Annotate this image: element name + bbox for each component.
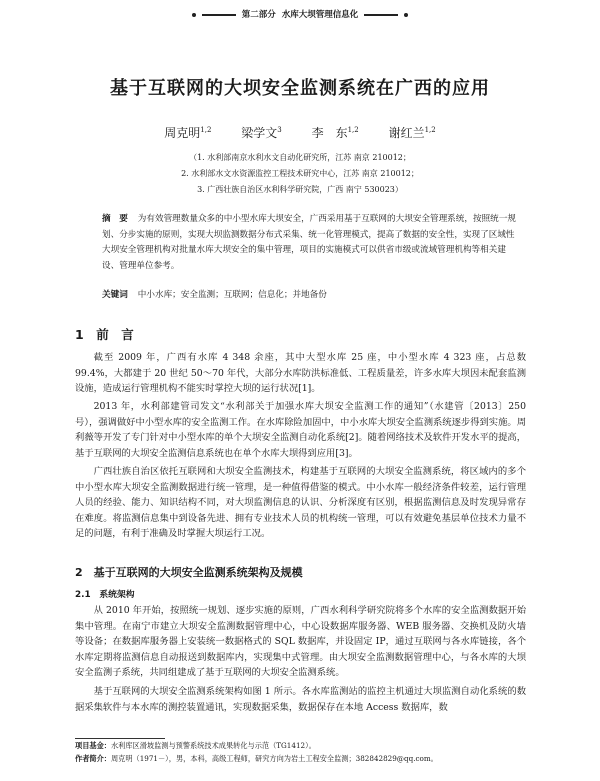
keywords-label: 关键词 [102,290,128,300]
body-paragraph: 从 2010 年开始，按照统一规划、逐步实施的原则，广西水利科学研究院将多个水库的安全监测数据开始集中管理。在南宁市建立大坝安全监测数据管理中心，中心设数据库服务器、WEB 服务器、交换机及防火墙等设备；在数据库服务器上安装统一数据格式的 SQL 数据库，并设固定 IP，通过互联网与各水库链接，各个水库定期将监测信息自动报送到数据库内，实现集中式管理。由大坝安全监测数据管理中心，与各水库的大坝安全监测子系统，共同组建成了基于互联网的大坝安全监测系统。 [75,605,526,678]
author: 周克明$^{1,2}$ [164,126,212,140]
body-paragraph: 截至 2009 年，广西有水库 4 348 余座，其中大型水库 25 座，中小型水库 4 323 座，占总数 99.4%，大都建于 20 世纪 50～70 年代，大部分水库防洪标准低、工程质量差，许多水库大坝因未配套监测设施，造成运行管理机构不能实时掌控大坝的运行状况[1]。 [75,352,526,394]
abstract-label: 摘 要 [102,214,128,224]
section-heading-1: 1 前 言 [75,327,134,342]
footnote-rule [75,738,165,739]
affiliation: 3. 广西壮族自治区水利科学研究院，广西 南宁 530023） [197,185,403,194]
footnote-author: 作者简介：周克明（1971－），男，本科，高级工程师，研究方向为岩土工程安全监测；382842829@qq.com。 [75,754,438,763]
abstract [102,212,522,274]
bullet-dot-icon [404,13,408,17]
keywords [102,288,522,300]
footnote-project: 项目基金：水利库区滑坡监测与预警系统技术成果转化与示范（TG1412）。 [75,741,316,750]
header-rule-right [364,14,398,16]
affiliation: （1. 水利部南京水利水文自动化研究所，江苏 南京 210012； [189,153,411,162]
bullet-dot-icon [192,13,196,17]
author: 谢红兰$^{1,2}$ [388,126,436,140]
header-rule-left [202,14,236,16]
author-list [0,124,600,141]
body-paragraph: 基于互联网的大坝安全监测系统架构如图 1 所示。各水库监测站的监控主机通过大坝监测自动化系统的数据采集软件与本水库的测控装置通讯，实现数据采集，数据保存在本地 Access 数据库，数 [75,686,526,713]
header-part-label: 第二部分 [241,10,276,20]
header-section-label: 水库大坝管理信息化 [281,10,359,20]
running-header [0,8,600,20]
abstract-text: 为有效管理数量众多的中小型水库大坝安全，广西采用基于互联网的大坝安全管理系统，按照统一规划、分步实施的原则，实现大坝监测数据分布式采集、统一化管理模式，提高了数据的安全性，实现了区域性大坝安全管理机构对批量水库大坝安全的集中管理，项目的实施模式可以供省市级或流域管理机构等相关建设、管理单位参考。 [102,214,516,271]
subsection-heading: 2.1 系统架构 [75,590,135,600]
author: 梁学文$^3$ [241,126,282,140]
body-paragraph: 2013 年，水利部建管司发文“水利部关于加强水库大坝安全监测工作的通知”（水建管〔2013〕250 号），强调做好中小型水库的安全监测工作。在水库除险加固中，中小水库大坝安全监测系统逐步得到实施。周利薇等开发了专门针对中小型水库的单个大坝安全监测自动化系统[2]。随着网络技术及软件开发水平的提高，基于互联网的大坝安全监测信息系统也在单个水库大坝得到应用[3]。 [75,401,526,459]
paper-title: 基于互联网的大坝安全监测系统在广西的应用 [110,78,490,99]
section-heading-2: 2 基于互联网的大坝安全监测系统架构及规模 [75,566,303,579]
affiliation: 2. 水利部水文水资源监控工程技术研究中心，江苏 南京 210012； [181,169,419,178]
keywords-text: 中小水库；安全监测；互联网；信息化；并地备份 [137,290,327,300]
author: 李 东$^{1,2}$ [311,126,359,140]
body-paragraph: 广西壮族自治区依托互联网和大坝安全监测技术，构建基于互联网的大坝安全监测系统，将区域内的多个中小型水库大坝安全监测数据进行统一管理，是一种值得借鉴的模式。中小水库一般经济条件较差，运行管理人员的经验、能力、知识结构不同，对大坝监测信息的认识、分析深度有区别，根据监测信息及时发现异常存在难度。将监测信息集中到设备先进、拥有专业技术人员的机构统一管理，可以有效避免基层单位技术力量不足的问题，有利于准确及时掌握大坝运行工况。 [75,466,526,539]
